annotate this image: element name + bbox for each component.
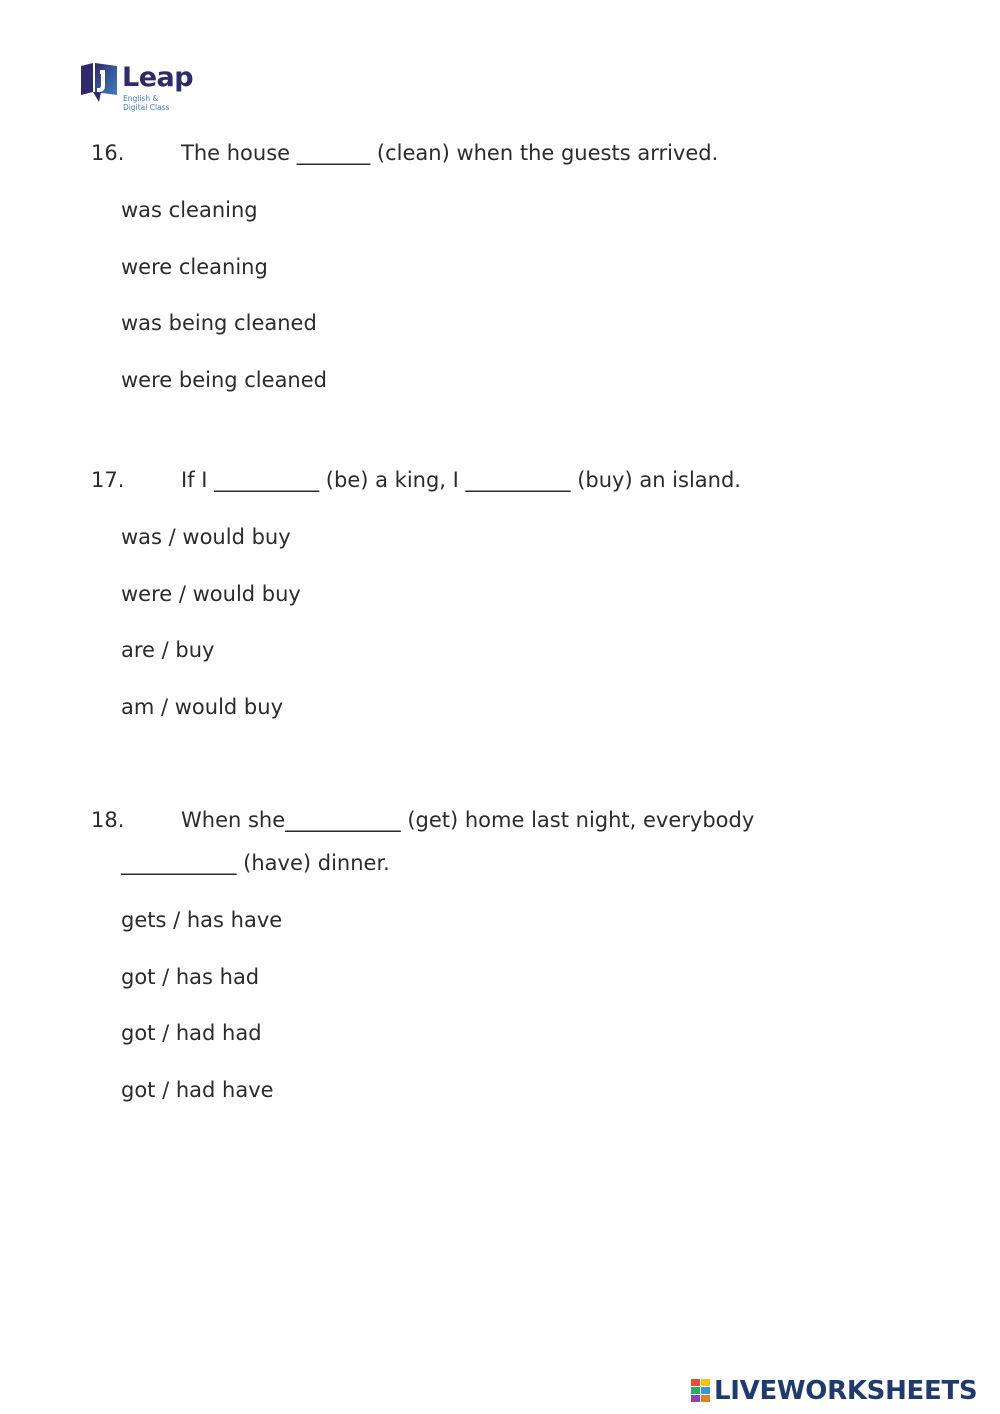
- question-number: 17.: [91, 468, 125, 492]
- logo-subtitle-line1: English &: [123, 94, 159, 103]
- option-18-d[interactable]: got / had have: [121, 1078, 274, 1102]
- question-stem: The house _______ (clean) when the guests arrived.: [181, 141, 719, 165]
- leap-logo-icon: [79, 62, 119, 104]
- question-stem-continuation: ___________ (have) dinner.: [121, 851, 390, 875]
- leap-logo: [79, 62, 199, 114]
- option-17-c[interactable]: are / buy: [121, 638, 215, 662]
- option-16-b[interactable]: were cleaning: [121, 255, 268, 279]
- question-stem: When she___________ (get) home last night, everybody: [181, 808, 755, 832]
- option-16-c[interactable]: was being cleaned: [121, 311, 317, 335]
- option-18-a[interactable]: gets / has have: [121, 908, 283, 932]
- option-17-d[interactable]: am / would buy: [121, 695, 283, 719]
- logo-subtitle-line2: Digital Class: [123, 103, 170, 112]
- option-17-a[interactable]: was / would buy: [121, 525, 291, 549]
- liveworksheets-wordmark: LIVEWORKSHEETS: [714, 1376, 978, 1406]
- logo-subtitle: [123, 94, 169, 112]
- option-16-a[interactable]: was cleaning: [121, 198, 258, 222]
- question-number: 16.: [91, 141, 125, 165]
- option-18-b[interactable]: got / has had: [121, 965, 260, 989]
- question-number: 18.: [91, 808, 125, 832]
- liveworksheets-logo-icon: [691, 1379, 711, 1403]
- option-17-b[interactable]: were / would buy: [121, 582, 301, 606]
- option-16-d[interactable]: were being cleaned: [121, 368, 327, 392]
- question-stem: If I __________ (be) a king, I __________ (buy) an island.: [181, 468, 741, 492]
- logo-wordmark: Leap: [122, 62, 194, 93]
- option-18-c[interactable]: got / had had: [121, 1021, 262, 1045]
- liveworksheets-branding: [691, 1376, 977, 1406]
